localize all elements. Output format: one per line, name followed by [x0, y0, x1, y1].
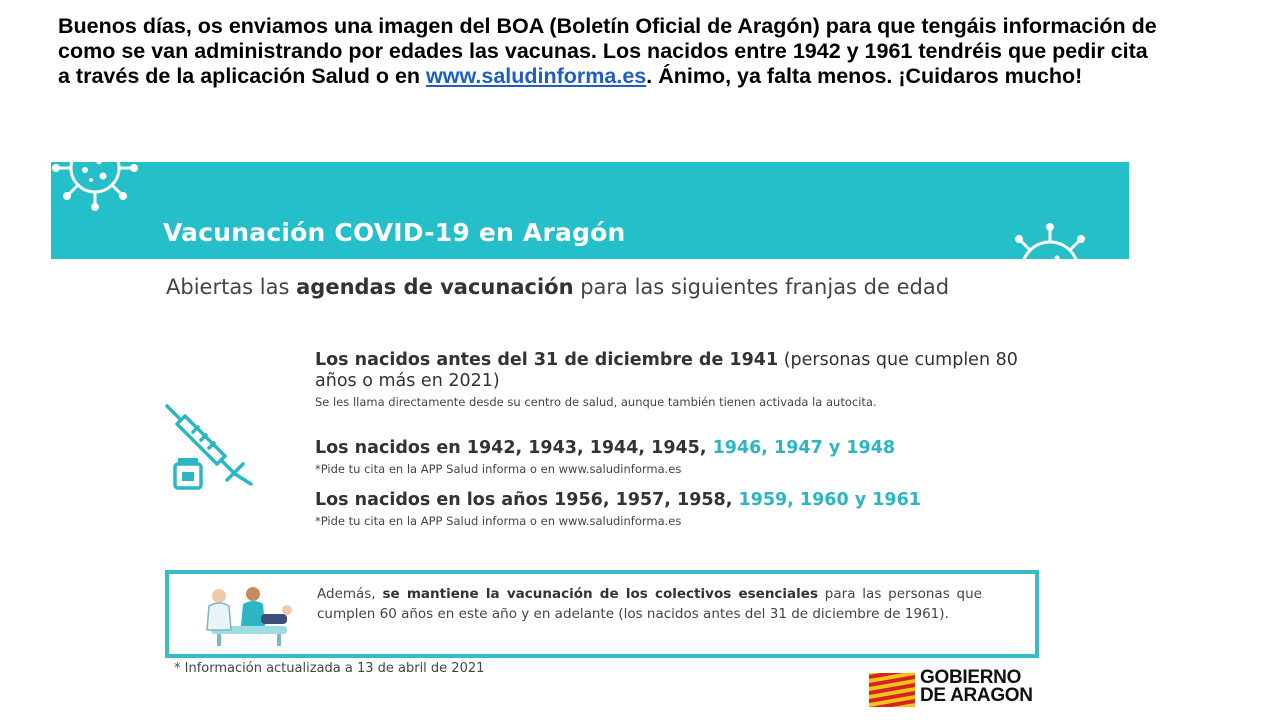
- agendas-pre: Abiertas las: [166, 275, 297, 299]
- agendas-heading: [166, 274, 986, 300]
- healthcare-workers-illustration: [191, 580, 301, 650]
- logo-text: [920, 669, 1033, 705]
- syringe-icon: [163, 402, 259, 492]
- group-heading: [315, 490, 1035, 511]
- vaccination-poster: [51, 162, 1129, 718]
- group-note: *Pide tu cita en la APP Salud informa o en www.saludinforma.es: [315, 514, 682, 528]
- gobierno-aragon-logo: [869, 669, 1089, 709]
- group-note: *Pide tu cita en la APP Salud informa o en www.saludinforma.es: [315, 462, 682, 476]
- essential-bold: se mantiene la vacunación de los colectivos esenciales: [382, 586, 818, 602]
- agendas-post: para las siguientes franjas de edad: [573, 275, 950, 299]
- update-note: * Información actualizada a 13 de abril de 2021: [174, 661, 485, 676]
- banner-title: Vacunación COVID-19 en Aragón: [163, 218, 626, 247]
- essential-workers-box: [165, 570, 1039, 658]
- group-heading-normal: (personas que cumplen 80 años o más en 2021): [315, 350, 1018, 391]
- poster-banner: [51, 162, 1129, 259]
- group-heading-bold: Los nacidos en los años 1956, 1957, 1958,: [315, 490, 739, 510]
- vial-icon: [175, 458, 201, 488]
- group-1956-1961: [315, 490, 1035, 529]
- group-heading-bold: Los nacidos antes del 31 de diciembre de 1941: [315, 350, 779, 370]
- group-1941: [315, 350, 1035, 410]
- group-1942-1948: [315, 438, 1035, 477]
- virus-icon: [995, 222, 1105, 259]
- group-note: Se les llama directamente desde su centro de salud, aunque también tienen activada la autocita.: [315, 395, 877, 409]
- group-heading: [315, 438, 1035, 459]
- intro-text-before: Buenos días, os enviamos una imagen del BOA (Boletín Oficial de Aragón) para que tengáis información de como se van administrando por edades las vacunas. Los nacidos entre 1942 y 1961 tendréis que pedir cita a través de la aplicación Salud o en: [58, 14, 1157, 88]
- agendas-bold: agendas de vacunación: [296, 275, 574, 299]
- group-heading-teal: 1959, 1960 y 1961: [738, 490, 921, 510]
- group-heading: [315, 350, 1035, 392]
- group-heading-bold: Los nacidos en 1942, 1943, 1944, 1945,: [315, 438, 713, 458]
- saludinforma-link[interactable]: www.saludinforma.es: [426, 64, 647, 88]
- essential-text: [317, 584, 982, 624]
- logo-line2: DE ARAGON: [920, 685, 1033, 706]
- logo-line1: GOBIERNO: [920, 667, 1022, 688]
- essential-pre: Además,: [317, 586, 383, 602]
- intro-message: [58, 14, 1158, 89]
- intro-text-after: . Ánimo, ya falta menos. ¡Cuidaros mucho!: [646, 64, 1083, 88]
- virus-icon: [51, 162, 143, 220]
- aragon-flag-icon: [869, 673, 915, 707]
- group-heading-teal: 1946, 1947 y 1948: [712, 438, 896, 458]
- essential-post: para las personas que cumplen 60 años en este año y en adelante (los nacidos antes del 31 de diciembre de 1961).: [317, 586, 982, 622]
